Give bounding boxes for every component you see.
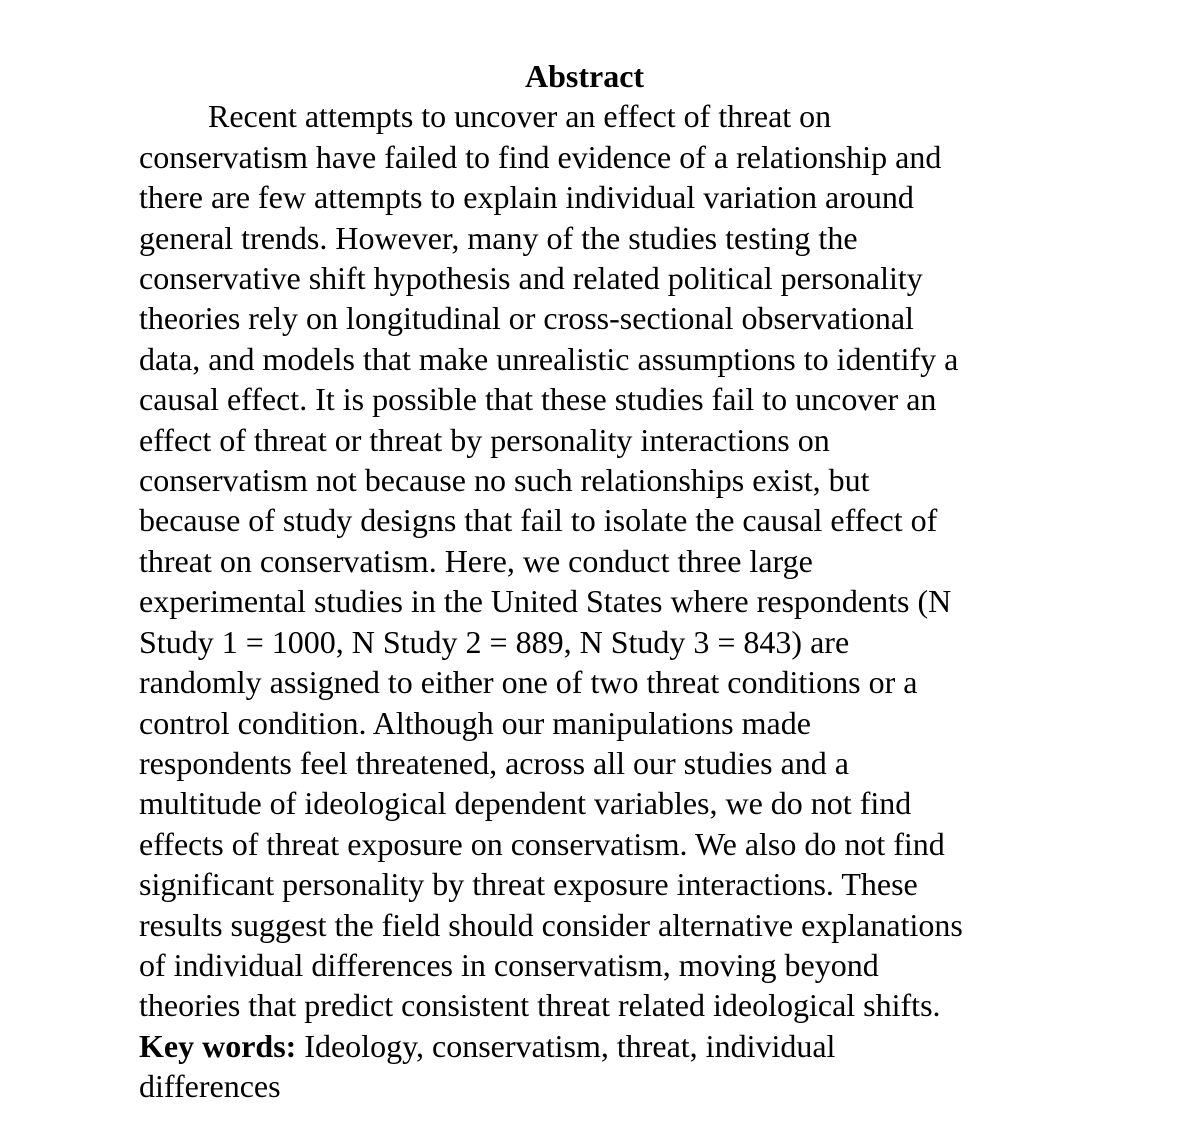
abstract-line: results suggest the field should consider alternative explanations [139, 906, 963, 943]
abstract-heading: Abstract [525, 58, 645, 94]
keywords-list: Ideology, conservatism, threat, individual [296, 1027, 836, 1064]
abstract-line: respondents feel threatened, across all our studies and a [139, 744, 849, 781]
keywords-line [139, 1026, 1039, 1066]
abstract-line: effects of threat exposure on conservatism. We also do not find [139, 825, 945, 862]
abstract-line: significant personality by threat exposure interactions. These [139, 866, 918, 903]
abstract-line: general trends. However, many of the studies testing the [139, 219, 858, 256]
abstract-body [139, 96, 1039, 1025]
abstract-line: because of study designs that fail to isolate the causal effect of [139, 502, 938, 539]
abstract-line: theories rely on longitudinal or cross-sectional observational [139, 300, 914, 337]
abstract-line: conservatism have failed to find evidence of a relationship and [139, 138, 942, 175]
abstract-line: of individual differences in conservatism, moving beyond [139, 946, 879, 983]
abstract-line: threat on conservatism. Here, we conduct three large [139, 542, 813, 579]
abstract-line: effect of threat or threat by personality interactions on [139, 421, 830, 458]
abstract-line: there are few attempts to explain individual variation around [139, 179, 914, 216]
abstract-line: experimental studies in the United States where respondents (N [139, 583, 952, 620]
keywords-line-continued: differences [139, 1068, 281, 1105]
abstract-line: theories that predict consistent threat related ideological shifts. [139, 987, 941, 1024]
abstract-line: Study 1 = 1000, N Study 2 = 889, N Study 3 = 843) are [139, 623, 850, 660]
abstract-line: conservatism not because no such relationships exist, but [139, 462, 870, 499]
abstract-line: randomly assigned to either one of two threat conditions or a [139, 664, 918, 701]
abstract-line: control condition. Although our manipulations made [139, 704, 811, 741]
keywords-section [139, 1026, 1039, 1107]
abstract-line: conservative shift hypothesis and related political personality [139, 260, 923, 297]
abstract-line: data, and models that make unrealistic assumptions to identify a [139, 340, 959, 377]
abstract-line: multitude of ideological dependent variables, we do not find [139, 785, 912, 822]
abstract-line: Recent attempts to uncover an effect of threat on [208, 98, 832, 135]
abstract-page [139, 56, 1039, 1107]
keywords-label: Key words: [139, 1027, 297, 1064]
abstract-line: causal effect. It is possible that these studies fail to uncover an [139, 381, 937, 418]
